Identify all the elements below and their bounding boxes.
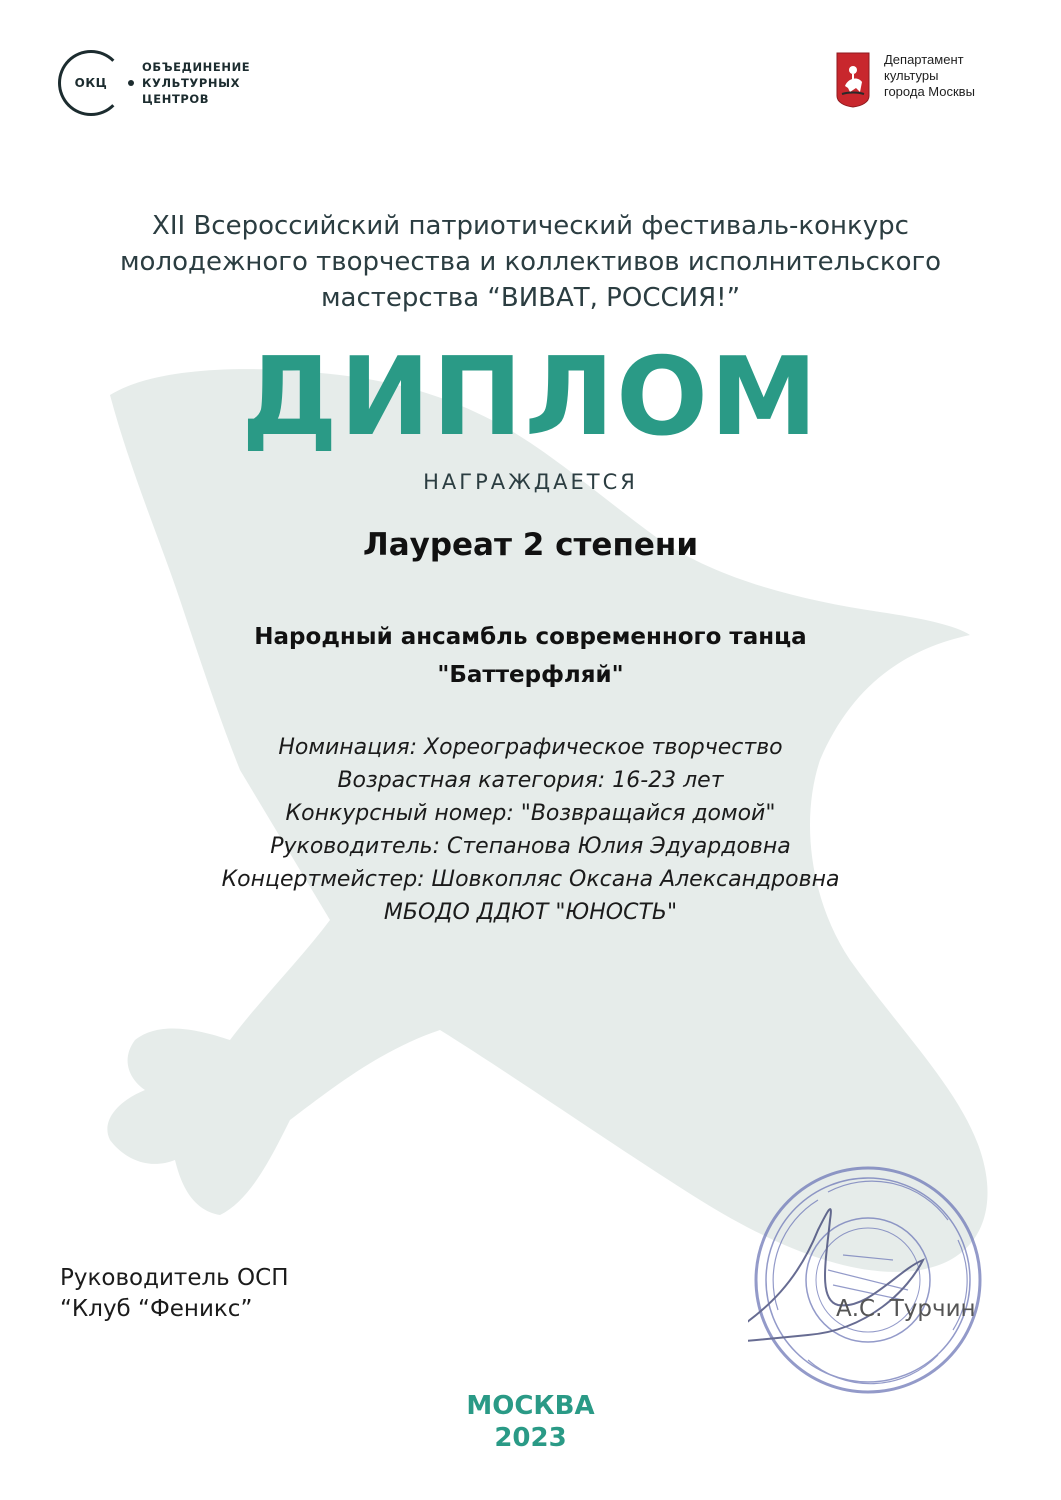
recipient-line: "Баттерфляй" [437,662,624,688]
signer-title-line: Руководитель ОСП [60,1265,289,1291]
department-line: культуры [884,68,939,83]
okc-word: ОБЪЕДИНЕНИЕ [142,60,251,74]
okc-logo [58,48,288,118]
city: МОСКВА [466,1391,595,1421]
festival-title [40,208,1021,316]
detail-age-category: Возрастная категория: 16-23 лет [337,768,724,793]
department-logo-text [884,52,975,100]
recipient-name [0,618,1061,694]
department-line: города Москвы [884,84,975,99]
festival-title-line: XII Всероссийский патриотический фестиваль-конкурс [152,211,909,241]
signer-title-line: “Клуб “Феникс” [60,1296,253,1322]
okc-ring-text: ОКЦ [74,76,108,90]
okc-dot [128,80,134,86]
festival-title-line: мастерства “ВИВАТ, РОССИЯ!” [320,283,741,313]
department-line: Департамент [884,52,964,67]
signer-title [60,1263,289,1325]
official-stamp-icon [748,1160,988,1400]
department-logo [836,52,1026,112]
detail-accompanist: Концертмейстер: Шовкопляс Оксана Александровна [221,867,840,892]
detail-nomination: Номинация: Хореографическое творчество [278,735,783,760]
year: 2023 [494,1423,567,1453]
detail-institution: МБОДО ДДЮТ "ЮНОСТЬ" [383,900,678,925]
okc-ring [58,50,124,116]
festival-title-line: молодежного творчества и коллективов исполнительского [119,247,942,277]
okc-word: ЦЕНТРОВ [142,92,210,106]
recipient-line: Народный ансамбль современного танца [254,624,807,650]
award-title: Лауреат 2 степени [362,527,699,563]
diploma-heading: ДИПЛОМ [241,335,820,460]
okc-logo-words [142,59,250,107]
moscow-coat-of-arms-icon [836,52,870,108]
detail-performance: Конкурсный номер: "Возвращайся домой" [285,801,776,826]
award-details [0,731,1061,929]
city-year [0,1390,1061,1454]
awarded-label: НАГРАЖДАЕТСЯ [423,470,638,494]
okc-word: КУЛЬТУРНЫХ [142,76,241,90]
detail-leader: Руководитель: Степанова Юлия Эдуардовна [270,834,791,859]
signer-name: А.С. Турчин [836,1296,976,1322]
